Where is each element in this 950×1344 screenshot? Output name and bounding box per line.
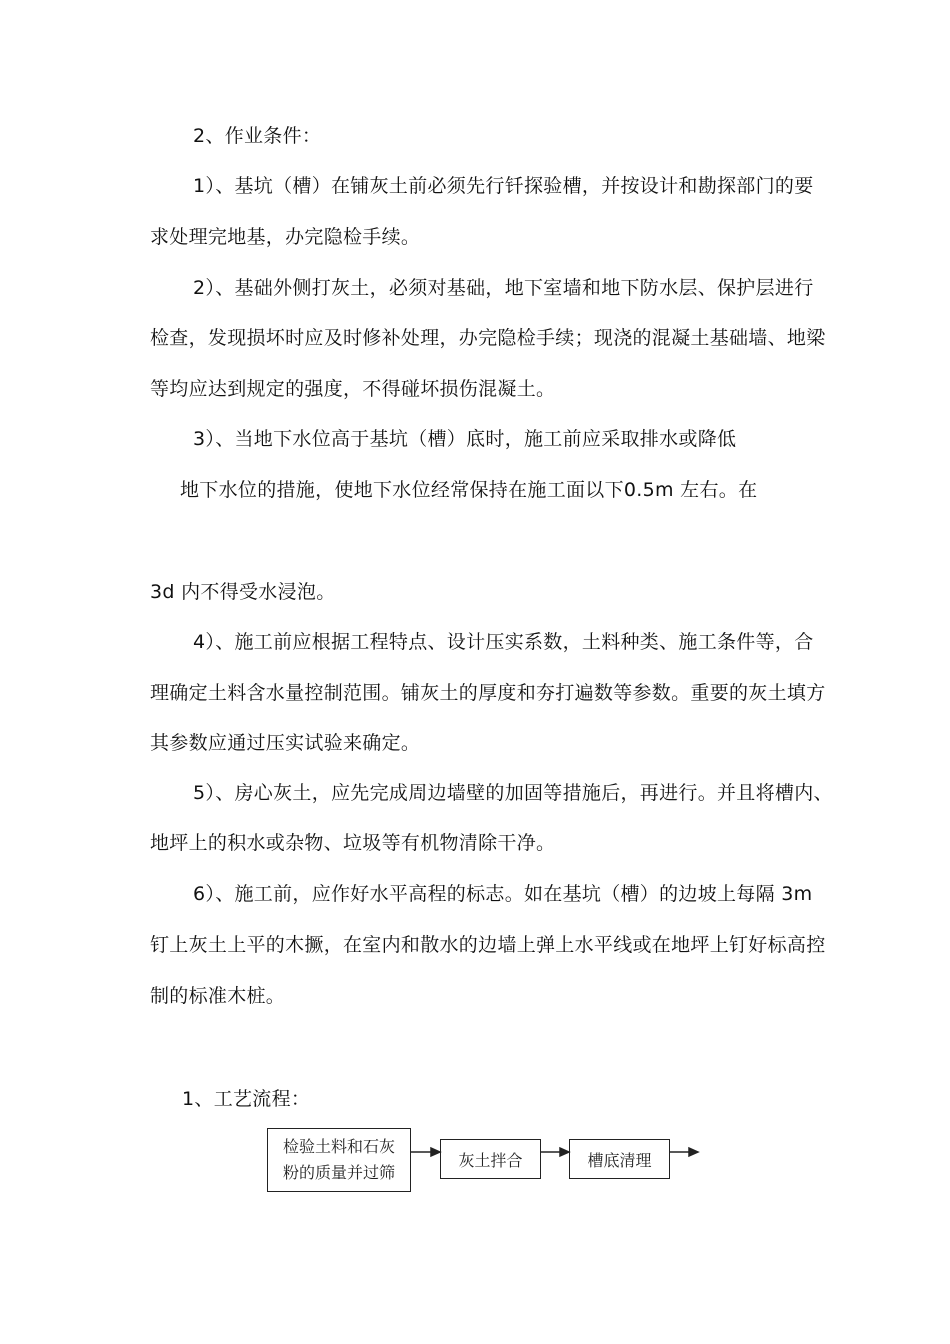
item2-line1: 2）、基础外侧打灰土，必须对基础，地下室墙和地下防水层、保护层进行 xyxy=(193,277,814,299)
flow-arrowhead-1 xyxy=(431,1148,440,1156)
flow-step-inspect-line1: 检验土料和石灰 xyxy=(282,1137,395,1156)
item6-line2: 钉上灰土上平的木撅，在室内和散水的边墙上弹上水平线或在地坪上钉好标高控 xyxy=(150,934,826,956)
flow-step-mix-label: 灰土拌合 xyxy=(458,1150,523,1170)
flow-arrowhead-2 xyxy=(560,1148,569,1156)
item5-line1: 5）、房心灰土，应先完成周边墙壁的加固等措施后，再进行。并且将槽内、 xyxy=(193,782,833,804)
item1-line2: 求处理完地基，办完隐检手续。 xyxy=(150,226,421,248)
item3-line1: 3）、当地下水位高于基坑（槽）底时，施工前应采取排水或降低 xyxy=(193,428,737,450)
item3-line3: 3d 内不得受水浸泡。 xyxy=(150,581,336,603)
item4-line2: 理确定土料含水量控制范围。铺灰土的厚度和夯打遍数等参数。重要的灰土填方 xyxy=(150,682,826,704)
item2-line3: 等均应达到规定的强度，不得碰坏损伤混凝土。 xyxy=(150,378,556,400)
item2-line2: 检查，发现损坏时应及时修补处理，办完隐检手续；现浇的混凝土基础墙、地梁 xyxy=(150,327,826,349)
item4-line3: 其参数应通过压实试验来确定。 xyxy=(150,732,421,754)
item6-line3: 制的标准木桩。 xyxy=(150,985,286,1007)
item6-line1: 6）、施工前，应作好水平高程的标志。如在基坑（槽）的边坡上每隔 3m xyxy=(193,883,813,905)
item3-line2: 地下水位的措施，使地下水位经常保持在施工面以下0.5m 左右。在 xyxy=(180,479,758,501)
flow-step-clean-label: 槽底清理 xyxy=(587,1150,652,1170)
flow-step-inspect-line2: 粉的质量并过筛 xyxy=(282,1163,395,1182)
process-heading: 1、工艺流程： xyxy=(182,1088,311,1110)
item4-line1: 4）、施工前应根据工程特点、设计压实系数，土料种类、施工条件等，合 xyxy=(193,631,814,653)
item1-line1: 1）、基坑（槽）在铺灰土前必须先行钎探验槽，并按设计和勘探部门的要 xyxy=(193,175,814,197)
section-heading: 2、作业条件： xyxy=(193,125,322,147)
item5-line2: 地坪上的积水或杂物、垃圾等有机物清除干净。 xyxy=(150,832,556,854)
flow-arrowhead-3 xyxy=(689,1148,698,1156)
